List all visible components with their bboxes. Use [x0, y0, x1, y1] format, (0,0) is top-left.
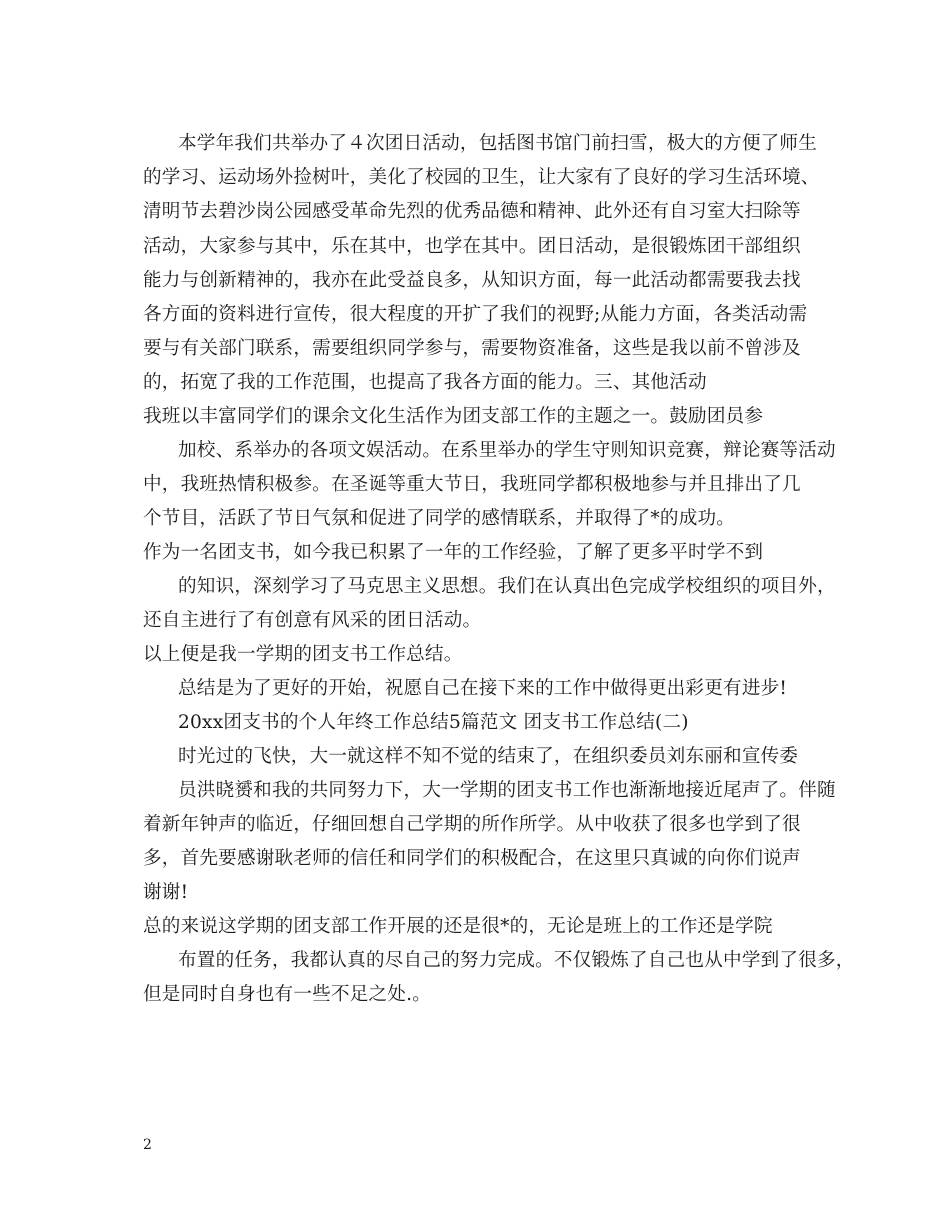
text-line: 加校、系举办的各项文娱活动。在系里举办的学生守则知识竞赛，辩论赛等活动 — [178, 440, 836, 461]
text-line: 要与有关部门联系，需要组织同学参与，需要物资准备，这些是我以前不曾涉及 — [143, 338, 801, 359]
text-line: 的学习、运动场外捡树叶，美化了校园的卫生，让大家有了良好的学习生活环境、 — [143, 167, 820, 188]
text-line: 的，拓宽了我的工作范围，也提高了我各方面的能力。三、其他活动 — [143, 372, 707, 393]
text-line: 布置的任务，我都认真的尽自己的努力完成。不仅锻炼了自己也从中学到了很多， — [178, 950, 855, 971]
text-line: 总结是为了更好的开始，祝愿自己在接下来的工作中做得更出彩更有进步! — [178, 678, 788, 699]
text-line: 本学年我们共举办了４次团日活动，包括图书馆门前扫雪，极大的方便了师生 — [178, 133, 817, 154]
text-line: 但是同时自身也有一些不足之处.。 — [143, 984, 432, 1005]
text-line: 作为一名团支书，如今我已积累了一年的工作经验，了解了更多平时学不到 — [143, 542, 764, 563]
text-line: 还自主进行了有创意有风采的团日活动。 — [143, 610, 482, 631]
text-line: 个节目，活跃了节日气氛和促进了同学的感情联系，并取得了*的成功。 — [143, 508, 736, 529]
text-line: 时光过的飞快，大一就这样不知不觉的结束了，在组织委员刘东丽和宣传委 — [178, 746, 799, 767]
text-line: 中，我班热情积极参。在圣诞等重大节日，我班同学都积极地参与并且排出了几 — [143, 474, 801, 495]
text-line: 谢谢! — [143, 882, 189, 903]
text-line: 清明节去碧沙岗公园感受革命先烈的优秀品德和精神、此外还有自习室大扫除等 — [143, 201, 801, 222]
text-line: 总的来说这学期的团支部工作开展的还是很*的，无论是班上的工作还是学院 — [143, 916, 773, 937]
text-line: 以上便是我一学期的团支书工作总结。 — [143, 644, 463, 665]
text-line: 着新年钟声的临近，仔细回想自己学期的所作所学。从中收获了很多也学到了很 — [143, 814, 801, 835]
text-line: 20xx团支书的个人年终工作总结5篇范文 团支书工作总结(二) — [178, 712, 689, 733]
text-line: 各方面的资料进行宣传，很大程度的开扩了我们的视野;从能力方面，各类活动需 — [143, 304, 808, 325]
text-line: 能力与创新精神的，我亦在此受益良多，从知识方面，每一此活动都需要我去找 — [143, 270, 801, 291]
text-line: 我班以丰富同学们的课余文化生活作为团支部工作的主题之一。鼓励团员参 — [143, 406, 764, 427]
text-line: 多，首先要感谢耿老师的信任和同学们的积极配合，在这里只真诚的向你们说声 — [143, 848, 801, 869]
page-number: 2 — [143, 1137, 152, 1153]
text-line: 员洪晓赟和我的共同努力下，大一学期的团支书工作也渐渐地接近尾声了。伴随 — [178, 780, 836, 801]
text-line: 活动，大家参与其中，乐在其中，也学在其中。团日活动，是很锻炼团干部组织 — [143, 236, 801, 257]
text-line: 的知识，深刻学习了马克思主义思想。我们在认真出色完成学校组织的项目外， — [178, 576, 836, 597]
